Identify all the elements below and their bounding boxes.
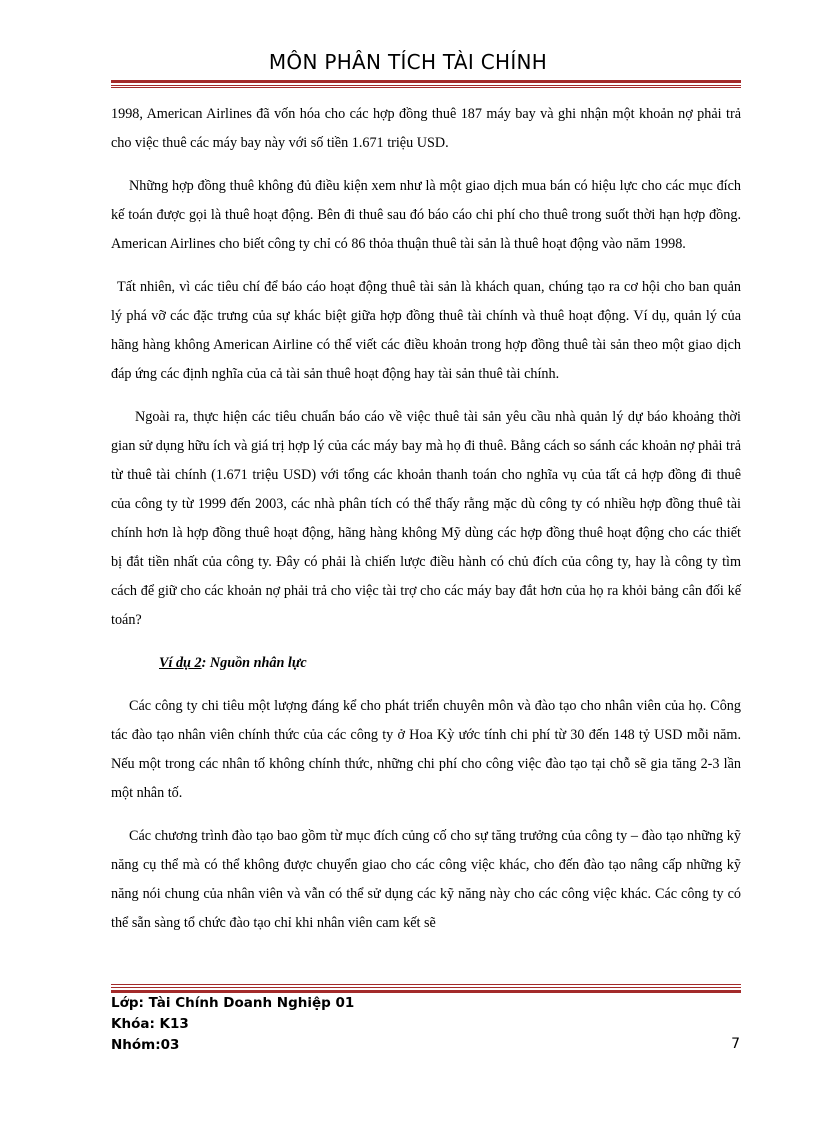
paragraph: Tất nhiên, vì các tiêu chí để báo cáo hoạt động thuê tài sản là khách quan, chúng tạo ra cơ hội cho ban quản lý phá vỡ các đặc trưng của sự khác biệt giữa hợp đồng thuê tài chính và thuê hoạt động. Ví dụ, quản lý của hãng hàng không American Airline có thể viết các điều khoản trong hợp đồng thuê tài sản theo một giao dịch đáp ứng các định nghĩa của cả tài sản thuê hoạt động hay tài sản thuê tài chính.	[111, 279, 741, 382]
section-heading-label: Ví dụ 2	[159, 655, 202, 671]
page-footer	[111, 993, 741, 1056]
section-heading-rest: : Nguồn nhân lực	[201, 655, 307, 671]
section-heading	[159, 649, 741, 678]
paragraph: 1998, American Airlines đã vốn hóa cho các hợp đồng thuê 187 máy bay và ghi nhận một khoản nợ phải trả cho việc thuê các máy bay này với số tiền 1.671 triệu USD.	[111, 106, 741, 151]
header-divider	[111, 80, 741, 88]
paragraph: Các chương trình đào tạo bao gồm từ mục đích củng cố cho sự tăng trưởng của công ty – đào tạo những kỹ năng cụ thể mà có thể không được chuyển giao cho các công việc khác, cho đến đào tạo nâng cấp những kỹ năng nói chung của nhân viên và vẫn có thể sử dụng các kỹ năng này cho các công việc khác. Các công ty có thể sẵn sàng tổ chức đào tạo chỉ khi nhân viên cam kết sẽ	[111, 828, 741, 931]
paragraph: Các công ty chi tiêu một lượng đáng kể cho phát triển chuyên môn và đào tạo cho nhân viên của họ. Công tác đào tạo nhân viên chính thức của các công ty ở Hoa Kỳ ước tính chi phí từ 30 đến 148 tỷ USD mỗi năm. Nếu một trong các nhân tố không chính thức, những chi phí cho công việc đào tạo tại chỗ sẽ gia tăng 2-3 lần một nhân tố.	[111, 698, 741, 801]
page-header-title: MÔN PHÂN TÍCH TÀI CHÍNH	[268, 50, 548, 74]
footer-course: Khóa: K13	[111, 1016, 189, 1032]
document-body	[111, 100, 741, 952]
page-number: 7	[731, 1036, 740, 1052]
paragraph: Những hợp đồng thuê không đủ điều kiện xem như là một giao dịch mua bán có hiệu lực cho các mục đích kế toán được gọi là thuê hoạt động. Bên đi thuê sau đó báo cáo chi phí cho thuê trong suốt thời hạn hợp đồng. American Airlines cho biết công ty chỉ có 86 thỏa thuận thuê tài sản là thuê hoạt động vào năm 1998.	[111, 178, 741, 252]
footer-group: Nhóm:03	[111, 1037, 180, 1053]
footer-divider	[111, 984, 741, 993]
paragraph: Ngoài ra, thực hiện các tiêu chuẩn báo cáo về việc thuê tài sản yêu cầu nhà quản lý dự báo khoảng thời gian sử dụng hữu ích và giá trị hợp lý của các máy bay mà họ đi thuê. Bằng cách so sánh các khoản nợ phải trả từ thuê tài chính (1.671 triệu USD) với tổng các khoản thanh toán cho nghĩa vụ của tất cả hợp đồng đi thuê của công ty từ 1999 đến 2003, các nhà phân tích có thể thấy rằng mặc dù công ty có nhiều hợp đồng thuê tài chính hơn là hợp đồng thuê hoạt động, hãng hàng không Mỹ dùng các hợp đồng thuê hoạt động cho các thiết bị đắt tiền nhất của công ty. Đây có phải là chiến lược điều hành có chủ đích của công ty, hay là công ty tìm cách để giữ cho các khoản nợ phải trả cho việc tài trợ cho các máy bay đắt hơn của họ ra khỏi bảng cân đối kế toán?	[111, 409, 741, 628]
footer-class: Lớp: Tài Chính Doanh Nghiệp 01	[111, 995, 355, 1011]
